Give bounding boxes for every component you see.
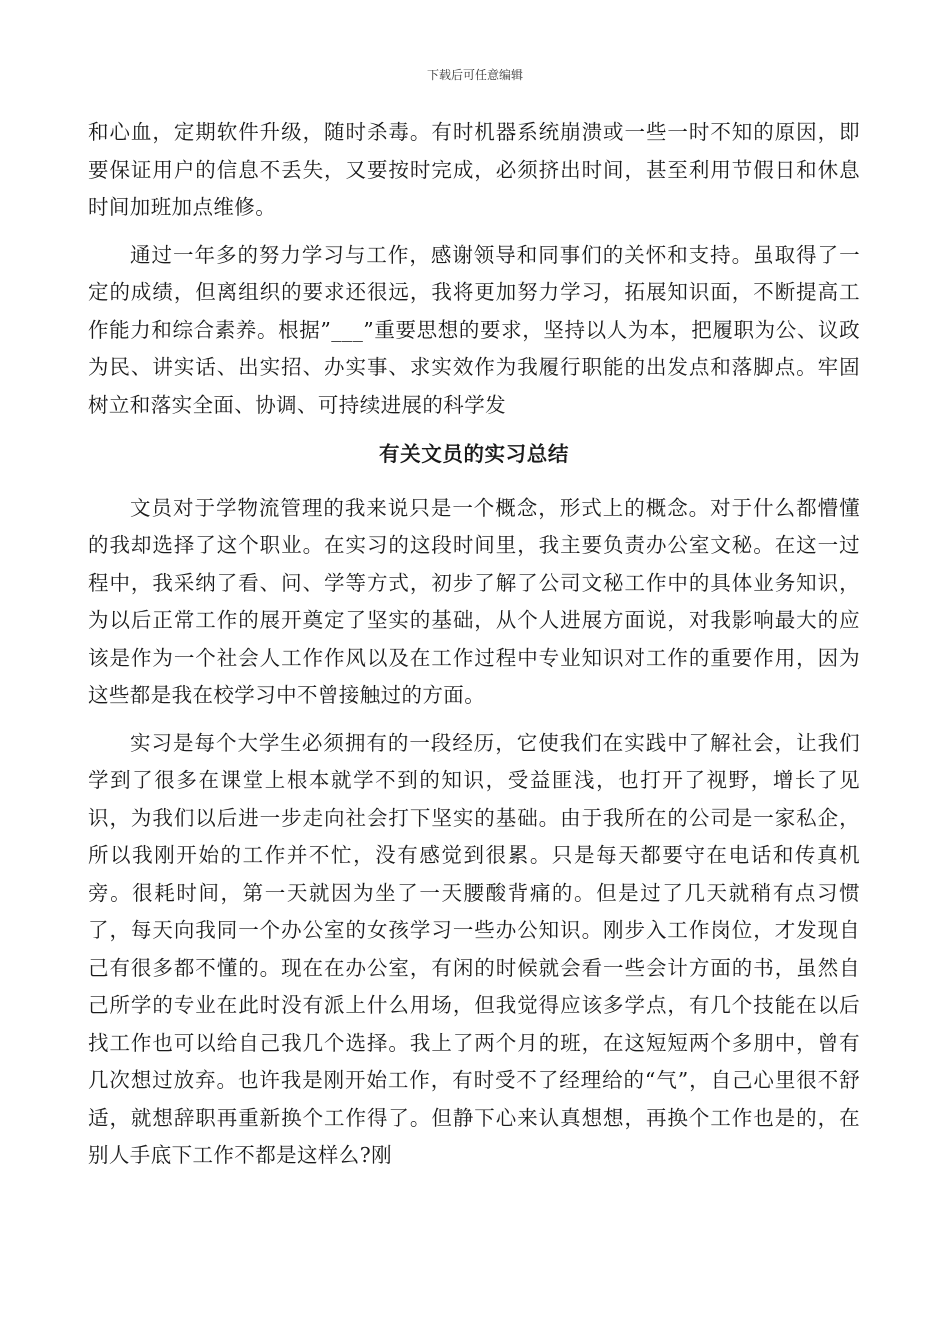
section-paragraph-2: 实习是每个大学生必须拥有的一段经历，它使我们在实践中了解社会，让我们学到了很多在课堂上根本就学不到的知识，受益匪浅，也打开了视野，增长了见识，为我们以后进一步走向社会打下坚实的基础。由于我所在的公司是一家私企，所以我刚开始的工作并不忙，没有感觉到很累。只是每天都要守在电话和传真机旁。很耗时间，第一天就因为坐了一天腰酸背痛的。但是过了几天就稍有点习惯了，每天向我同一个办公室的女孩学习一些办公知识。刚步入工作岗位，才发现自己有很多都不懂的。现在在办公室，有闲的时候就会看一些会计方面的书，虽然自己所学的专业在此时没有派上什么用场，但我觉得应该多学点，有几个技能在以后找工作也可以给自己我几个选择。我上了两个月的班，在这短短两个多朋中，曾有几次想过放弃。也许我是刚开始工作，有时受不了经理给的“气”，自己心里很不舒适，就想辞职再重新换个工作得了。但静下心来认真想想，再换个工作也是的，在别人手底下工作不都是这样么?刚 bbox=[88, 730, 860, 1167]
page-header-note: 下载后可任意编辑 bbox=[426, 68, 523, 82]
section-paragraph-1: 文员对于学物流管理的我来说只是一个概念，形式上的概念。对于什么都懵懂的我却选择了这个职业。在实习的这段时间里，我主要负责办公室文秘。在这一过程中，我采纳了看、问、学等方式，初步了解了公司文秘工作中的具体业务知识，为以后正常工作的展开奠定了坚实的基础，从个人进展方面说，对我影响最大的应该是作为一个社会人工作作风以及在工作过程中专业知识对工作的重要作用，因为这些都是我在校学习中不曾接触过的方面。 bbox=[88, 495, 860, 707]
paragraph-continuation: 和心血，定期软件升级，随时杀毒。有时机器系统崩溃或一些一时不知的原因，即要保证用户的信息不丢失，又要按时完成，必须挤出时间，甚至利用节假日和休息时间加班加点维修。 bbox=[88, 120, 860, 219]
paragraph-summary: 通过一年多的努力学习与工作，感谢领导和同事们的关怀和支持。虽取得了一定的成绩，但离组织的要求还很远，我将更加努力学习，拓展知识面，不断提高工作能力和综合素养。根据”___”重要思想的要求，坚持以人为本，把履职为公、议政为民、讲实话、出实招、办实事、求实效作为我履行职能的出发点和落脚点。牢固树立和落实全面、协调、可持续进展的科学发 bbox=[88, 242, 860, 417]
section-title: 有关文员的实习总结 bbox=[379, 442, 569, 466]
document-body bbox=[88, 114, 860, 1175]
